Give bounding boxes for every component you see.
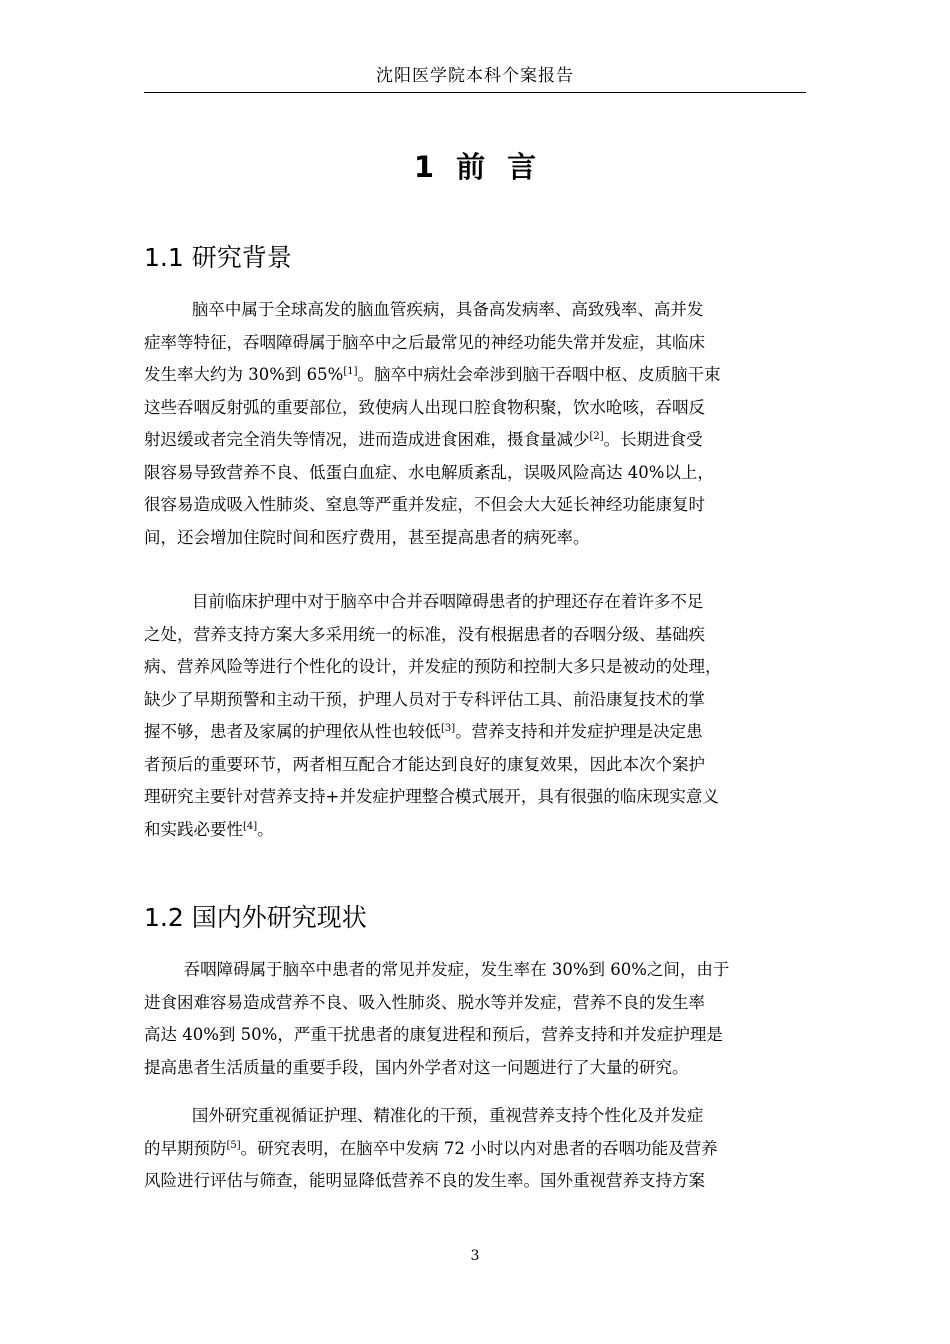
line-text: 风险进行评估与筛查，能明显降低营养不良的发生率。国外重视营养支持方案: [144, 1171, 705, 1190]
line-text: 病、营养风险等进行个性化的设计，并发症的预防和控制大多只是被动的处理，: [144, 657, 722, 676]
line-text: 很容易造成吸入性肺炎、窒息等严重并发症，不但会大大延长神经功能康复时: [144, 495, 705, 514]
paragraph-line: [144, 489, 808, 522]
line-text: 之处，营养支持方案大多采用统一的标准，没有根据患者的吞咽分级、基础疾: [144, 624, 705, 644]
line-text-after: 。研究表明，在脑卒中发病 72 小时以内对患者的吞咽功能及营养: [240, 1138, 718, 1158]
line-text: 提高患者生活质量的重要手段，国内外学者对这一问题进行了大量的研究。: [144, 1057, 689, 1077]
paragraph-line: [144, 987, 808, 1020]
line-text: 和实践必要性: [144, 819, 243, 839]
citation-ref: [5]: [226, 1139, 241, 1151]
line-text-after: 。脑卒中病灶会牵涉到脑干吞咽中枢、皮质脑干束: [357, 365, 721, 384]
line-text: 的早期预防: [144, 1138, 227, 1158]
paragraph-line: [144, 1052, 808, 1085]
line-text: 握不够，患者及家属的护理依从性也较低: [144, 722, 441, 741]
page-header: 沈阳医学院本科个案报告: [144, 60, 806, 93]
line-text: 缺少了早期预警和主动干预，护理人员对于专科评估工具、前沿康复技术的掌: [144, 689, 705, 709]
paragraph-line: [144, 586, 808, 619]
paragraph-line: [144, 1133, 808, 1166]
paragraph-line: [144, 1165, 808, 1198]
paragraph-1-2-a: [144, 954, 808, 1084]
line-text: 高达 40%到 50%，严重干扰患者的康复进程和预后，营养支持和并发症护理是: [144, 1025, 723, 1044]
line-text: 者预后的重要环节，两者相互配合才能达到良好的康复效果，因此本次个案护: [144, 754, 705, 774]
citation-ref: [2]: [589, 431, 604, 442]
chapter-number: 1: [413, 150, 435, 184]
paragraph-line: [144, 651, 808, 684]
paragraph-line: [144, 814, 808, 847]
citation-ref: [4]: [243, 820, 258, 832]
paragraph-line: [144, 327, 808, 360]
paragraph-line: [144, 684, 808, 717]
paragraph-1-1-b: [144, 586, 808, 846]
citation-ref: [1]: [343, 366, 358, 377]
line-text: 症率等特征，吞咽障碍属于脑卒中之后最常见的神经功能失常并发症，其临床: [144, 332, 705, 352]
paragraph-1-1-a: [144, 294, 808, 554]
paragraph-line: [144, 781, 808, 814]
line-text: 间，还会增加住院时间和医疗费用，甚至提高患者的病死率。: [144, 527, 590, 547]
paragraph-line: [144, 392, 808, 425]
paragraph-line: [144, 424, 808, 457]
line-text: 理研究主要针对营养支持+并发症护理整合模式展开，具有很强的临床现实意义: [144, 787, 719, 806]
paragraph-line: [144, 457, 808, 490]
paragraph-line: [144, 1019, 808, 1052]
line-text-after: 。营养支持和并发症护理是决定患: [455, 722, 703, 741]
line-text-after: 。长期进食受: [603, 430, 703, 449]
section-heading-1-1: 1.1 研究背景: [144, 243, 292, 272]
line-text: 射迟缓或者完全消失等情况，进而造成进食困难，摄食量减少: [144, 430, 590, 449]
section-heading-1-2: 1.2 国内外研究现状: [144, 903, 367, 932]
paragraph-line: [144, 619, 808, 652]
paragraph-1-2-b: [144, 1100, 808, 1198]
line-text: 发生率大约为 30%到 65%: [144, 365, 344, 384]
chapter-title: [144, 145, 806, 189]
paragraph-line: [144, 294, 808, 327]
line-text: 国外研究重视循证护理、精准化的干预，重视营养支持个性化及并发症: [191, 1106, 704, 1125]
line-text: 限容易导致营养不良、低蛋白血症、水电解质紊乱，误吸风险高达 40%以上，: [144, 462, 714, 482]
chapter-title-b: 言: [507, 150, 537, 184]
line-text: 脑卒中属于全球高发的脑血管疾病，具备高发病率、高致残率、高并发: [191, 300, 704, 319]
line-text-after: 。: [257, 819, 274, 839]
paragraph-line: [144, 954, 808, 987]
line-text: 目前临床护理中对于脑卒中合并吞咽障碍患者的护理还存在着许多不足: [191, 592, 704, 611]
page-number: 3: [470, 1248, 480, 1264]
paragraph-line: [144, 749, 808, 782]
paragraph-line: [144, 359, 808, 392]
citation-ref: [3]: [441, 723, 456, 734]
line-text: 吞咽障碍属于脑卒中患者的常见并发症，发生率在 30%到 60%之间，由于: [183, 960, 730, 979]
chapter-title-a: 前: [456, 150, 486, 184]
line-text: 这些吞咽反射弧的重要部位，致使病人出现口腔食物积聚，饮水呛咳，吞咽反: [144, 397, 705, 417]
paragraph-line: [144, 716, 808, 749]
line-text: 进食困难容易造成营养不良、吸入性肺炎、脱水等并发症，营养不良的发生率: [144, 992, 705, 1012]
paragraph-line: [144, 1100, 808, 1133]
paragraph-line: [144, 522, 808, 555]
